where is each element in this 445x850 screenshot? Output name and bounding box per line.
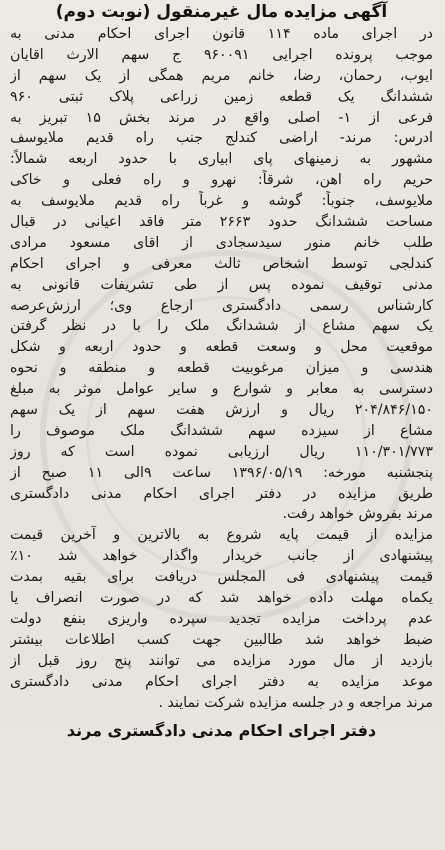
notice-line: طلب خانم منور سیدسجادی از اقای مسعود مرادی xyxy=(10,234,433,251)
notice-line: مشهور به زمینهای پای ابیاری با حدود اربعه شمالاً: xyxy=(10,151,433,168)
notice-line: عدم پرداخت مزایده تجدید سپرده واریزی بنفع دولت xyxy=(10,610,433,627)
notice-line: فرعی از ۱- اصلی واقع در مرند بخش ۱۵ تبریز به xyxy=(10,109,433,126)
notice-body xyxy=(10,24,433,713)
notice-line: کارشناس رسمی دادگستری ارجاع وی؛ ارزش‌عرصه xyxy=(10,297,433,314)
notice-line: موعد مزایده به دفتر اجرای احکام مدنی دادگستری xyxy=(10,673,433,690)
notice-footer-issuer: دفتر اجرای احکام مدنی دادگستری مرند xyxy=(66,721,377,741)
notice-line: موقعیت محل و وسعت قطعه و حدود اربعه و شکل xyxy=(10,339,433,356)
notice-line: ضبط خواهد شد طالبین جهت کسب اطلاعات بیشتر xyxy=(10,631,433,648)
notice-line: ایوب، رحمان، رضا، خانم مریم همگی از یک سهم از xyxy=(10,67,433,84)
notice-line: مزایده از قیمت پایه شروع به بالاترین و آخرین قیمت xyxy=(10,527,433,544)
notice-line: بازدید از مال مورد مزایده می توانند پنج روز قبل از xyxy=(10,652,433,669)
notice-line: دسترسی به معابر و شوارع و سایر عوامل موثر به مبلغ xyxy=(10,381,433,398)
notice-line: پیشنهادی از جانب خریدار واگذار خواهد شد ۱۰٪ xyxy=(10,548,433,565)
notice-line: موجب پرونده اجرایی ۹۶۰۰۹۱ ج سهم الارث اقایان xyxy=(10,46,433,63)
notice-line: قیمت پیشنهادی فی المجلس دریافت برای بقیه بمدت xyxy=(10,569,433,586)
notice-line: ۲۰۴/۸۴۶/۱۵۰ ریال و ارزش هفت سهم از یک سهم xyxy=(10,402,433,419)
notice-line: پنجشنبه مورخه: ۱۳۹۶/۰۵/۱۹ ساعت ۹الی ۱۱ صبح از xyxy=(10,464,433,481)
notice-line: مدنی توقیف نموده پس از طی تشریفات قانونی به xyxy=(10,276,433,293)
notice-line: ۱۱۰/۳۰۱/۷۷۳ ریال ارزیابی نموده است که روز xyxy=(10,443,433,460)
notice-line: در اجرای ماده ۱۱۴ قانون اجرای احکام مدنی به xyxy=(10,26,433,42)
notice-line: یکماه مهلت داده خواهد شد که در صورت انصراف یا xyxy=(10,590,433,607)
notice-line: طریق مزایده در دفتر اجرای احکام مدنی دادگستری xyxy=(10,485,433,502)
notice-line: ادرس: مرند- اراضی کندلج جنب راه قدیم ملایوسف xyxy=(10,130,433,147)
notice-title: آگهی مزایده مال غیرمنقول (نوبت دوم) xyxy=(55,2,388,22)
notice-line: ششدانگ یک قطعه زمین زراعی پلاک ثبتی ۹۶۰ xyxy=(10,88,433,105)
notice-line: حریم راه اهن، شرقاً: نهرو و راه فعلی و خاکی xyxy=(10,172,433,189)
notice-line: مساحت ششدانگ حدود ۲۶۶۳ متر فاقد اعیانی در قبال xyxy=(10,214,433,231)
notice-line: مرند مراجعه و در جلسه مزایده شرکت نمایند . xyxy=(158,694,433,711)
notice-line: یک سهم مشاع از ششدانگ ملک را با در نظر گرفتن xyxy=(10,318,433,335)
notice-line: مشاع از سیزده سهم ششدانگ ملک موصوف را xyxy=(10,422,433,439)
notice-line: هندسی و میزان مرغوبیت قطعه و منطقه و نحوه xyxy=(10,360,433,377)
notice-line: مرند بفروش خواهد رفت. xyxy=(282,506,433,523)
notice-line: ملایوسف، جنوباً: گوشه و غرباً راه قدیم ملایوسف به xyxy=(10,193,433,210)
notice-line: کندلجی توسط اشخاص ثالث معرفی و اجرای احکام xyxy=(10,255,433,272)
